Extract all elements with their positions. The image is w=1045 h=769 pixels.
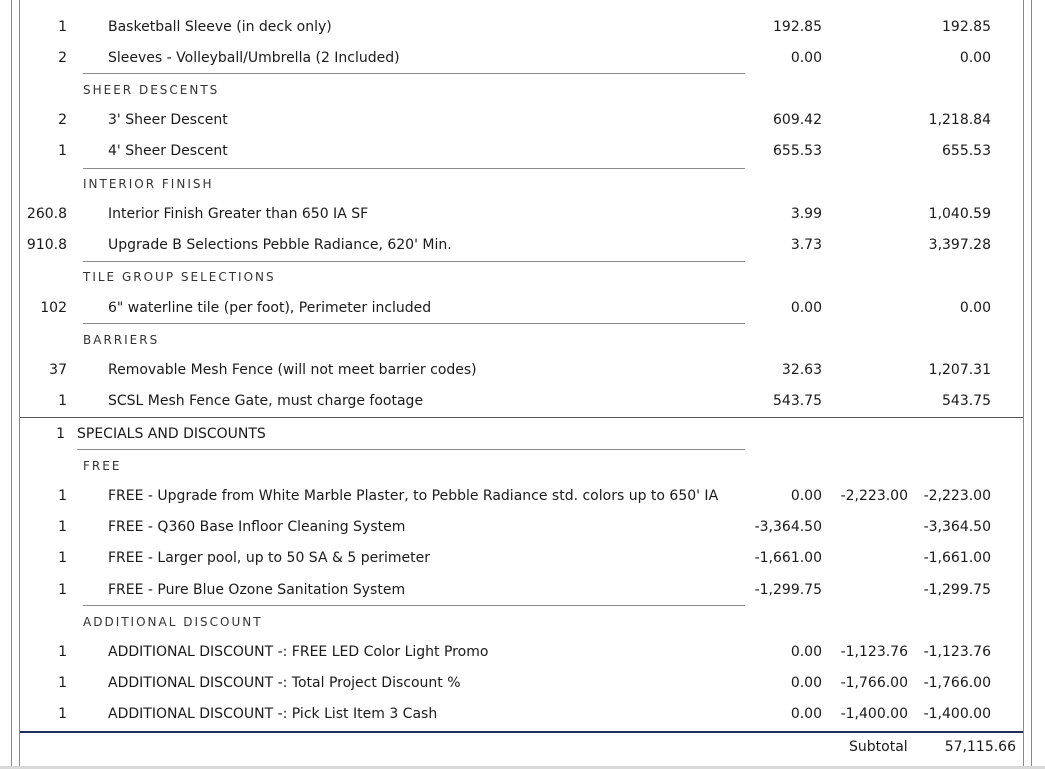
line-item-qty: 1 [58,644,67,660]
section-divider [83,261,745,262]
line-item-description: Removable Mesh Fence (will not meet barrier codes) [108,362,477,378]
line-item-unit-price: 655.53 [773,143,822,159]
line-item-qty: 37 [49,362,67,378]
line-item-total: 1,207.31 [928,362,991,378]
line-item-unit-price: 0.00 [790,488,822,504]
line-item-description: Interior Finish Greater than 650 IA SF [108,206,369,222]
section-divider [83,323,745,324]
line-item-unit-price: 0.00 [790,675,822,691]
left-border-inner [19,0,20,766]
line-item-unit-price: 0.00 [790,300,822,316]
line-item-total: 655.53 [942,143,991,159]
section-heading: FREE [83,459,122,473]
line-item-total: 1,040.59 [928,206,991,222]
line-item-description: SCSL Mesh Fence Gate, must charge footage [108,393,424,409]
line-item-qty: 102 [40,300,67,316]
category-divider [20,417,1023,418]
line-item-total: -1,123.76 [923,644,991,660]
left-border-outer [11,0,12,766]
category-underline [77,449,745,450]
line-item-total: 1,218.84 [928,112,991,128]
line-item-qty: 260.8 [26,206,67,222]
line-item-total: 3,397.28 [928,237,991,253]
line-item-discount: -1,400.00 [840,706,908,722]
line-item-discount: -1,766.00 [840,675,908,691]
line-item-discount: -1,123.76 [840,644,908,660]
line-item-qty: 1 [58,706,67,722]
right-border-outer [1031,0,1032,766]
line-item-description: FREE - Pure Blue Ozone Sanitation System [108,582,406,598]
line-item-unit-price: 0.00 [790,706,822,722]
line-item-total: 192.85 [942,19,991,35]
right-border-inner [1023,0,1024,766]
line-item-description: Basketball Sleeve (in deck only) [108,19,332,35]
line-item-qty: 2 [58,50,67,66]
section-divider [83,168,745,169]
line-item-qty: 1 [58,582,67,598]
section-heading: TILE GROUP SELECTIONS [83,270,276,284]
line-item-unit-price: 3.99 [790,206,822,222]
category-heading: SPECIALS AND DISCOUNTS [77,426,266,442]
line-item-unit-price: 0.00 [790,50,822,66]
line-item-total: -3,364.50 [923,519,991,535]
line-item-description: FREE - Q360 Base Infloor Cleaning System [108,519,406,535]
line-item-unit-price: -1,661.00 [754,550,822,566]
line-item-discount: -2,223.00 [840,488,908,504]
category-qty: 1 [56,426,65,442]
section-divider [83,73,745,74]
section-heading: INTERIOR FINISH [83,177,214,191]
line-item-total: -1,766.00 [923,675,991,691]
line-item-unit-price: -1,299.75 [754,582,822,598]
line-item-unit-price: -3,364.50 [754,519,822,535]
section-heading: ADDITIONAL DISCOUNT [83,615,263,629]
line-item-description: FREE - Larger pool, up to 50 SA & 5 perimeter [108,550,430,566]
section-heading: SHEER DESCENTS [83,83,220,97]
line-item-total: 0.00 [959,300,991,316]
line-item-description: ADDITIONAL DISCOUNT -: FREE LED Color Light Promo [108,644,489,660]
line-item-qty: 910.8 [26,237,67,253]
line-item-unit-price: 0.00 [790,644,822,660]
line-item-description: Sleeves - Volleyball/Umbrella (2 Included) [108,50,400,66]
line-item-qty: 1 [58,488,67,504]
line-item-qty: 1 [58,393,67,409]
line-item-total: 0.00 [959,50,991,66]
line-item-description: 3' Sheer Descent [108,112,228,128]
line-item-total: -2,223.00 [923,488,991,504]
line-item-unit-price: 32.63 [781,362,822,378]
line-item-total: -1,299.75 [923,582,991,598]
line-item-description: Upgrade B Selections Pebble Radiance, 620' Min. [108,237,452,253]
line-item-description: ADDITIONAL DISCOUNT -: Total Project Discount % [108,675,461,691]
subtotal-value: 57,115.66 [944,739,1016,755]
line-item-qty: 2 [58,112,67,128]
line-item-qty: 1 [58,519,67,535]
line-item-qty: 1 [58,143,67,159]
line-item-unit-price: 3.73 [790,237,822,253]
line-item-description: FREE - Upgrade from White Marble Plaster, to Pebble Radiance std. colors up to 650' IA [108,488,719,504]
line-item-total: -1,661.00 [923,550,991,566]
line-item-description: 4' Sheer Descent [108,143,228,159]
line-item-qty: 1 [58,19,67,35]
subtotal-divider [20,731,1023,733]
line-item-unit-price: 609.42 [773,112,822,128]
line-item-total: 543.75 [942,393,991,409]
section-divider [83,605,745,606]
subtotal-label: Subtotal [849,739,908,755]
line-item-qty: 1 [58,675,67,691]
line-item-unit-price: 192.85 [773,19,822,35]
line-item-description: ADDITIONAL DISCOUNT -: Pick List Item 3 Cash [108,706,438,722]
line-item-total: -1,400.00 [923,706,991,722]
line-item-description: 6" waterline tile (per foot), Perimeter included [108,300,432,316]
line-item-qty: 1 [58,550,67,566]
section-heading: BARRIERS [83,333,160,347]
line-item-unit-price: 543.75 [773,393,822,409]
